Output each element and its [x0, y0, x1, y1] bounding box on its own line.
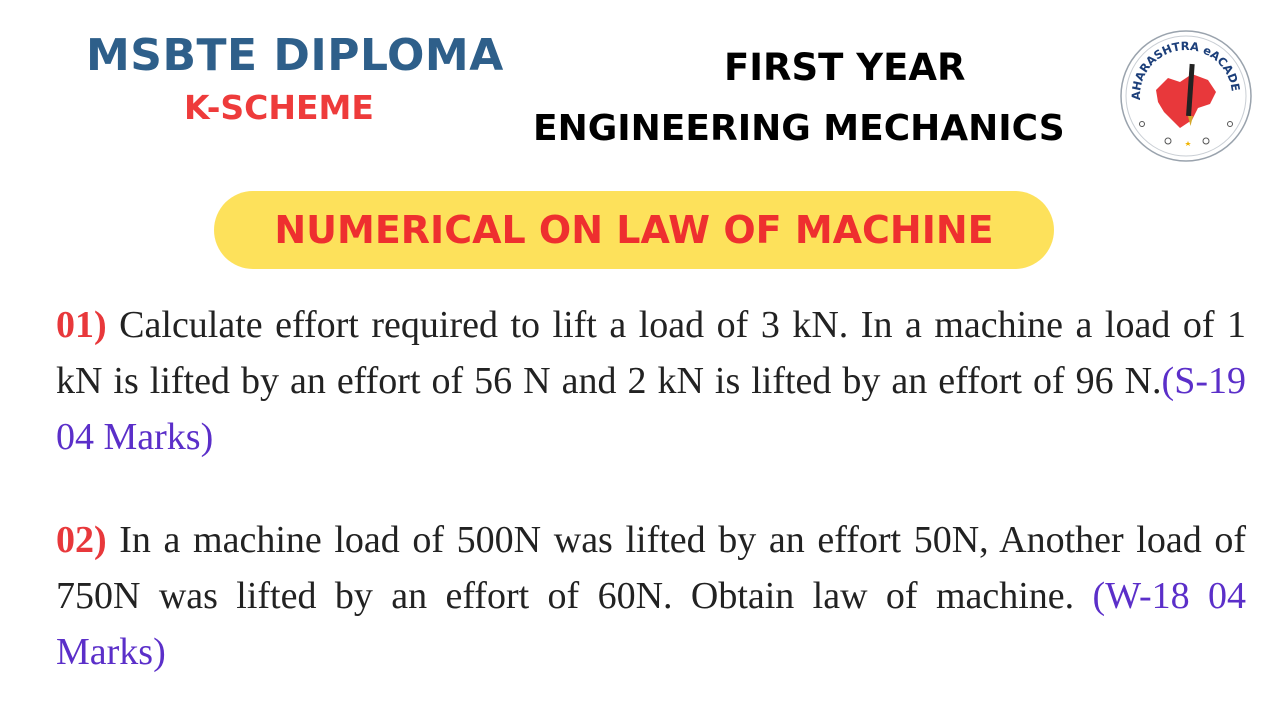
subject-title: ENGINEERING MECHANICS [533, 108, 1065, 149]
question-1 [56, 297, 1246, 465]
question-number: 02) [56, 519, 107, 561]
question-marks: (S-19 04 Marks) [56, 360, 1246, 458]
brand-subtitle: K-SCHEME [184, 88, 374, 127]
question-text: Calculate effort required to lift a load of 3 kN. In a machine a load of 1 kN is lifted by an effort of 56 N and 2 kN is lifted by an effort of 96 N. [56, 304, 1247, 402]
logo-ring-text: AHARASHTRA eACADE [1128, 38, 1243, 101]
question-2 [56, 512, 1246, 680]
question-marks: (W-18 04 Marks) [56, 575, 1246, 673]
topic-banner [214, 191, 1054, 269]
brand-title: MSBTE DIPLOMA [86, 30, 504, 81]
question-text: In a machine load of 500N was lifted by an effort 50N, Another load of 750N was lifted by an effort of 60N. Obtain law of machine. [56, 519, 1246, 617]
course-year: FIRST YEAR [724, 46, 966, 89]
question-number: 01) [56, 304, 107, 346]
maharashtra-map-pen-icon [1118, 28, 1254, 164]
topic-title: NUMERICAL ON LAW OF MACHINE [274, 208, 994, 252]
academy-logo [1118, 28, 1254, 164]
